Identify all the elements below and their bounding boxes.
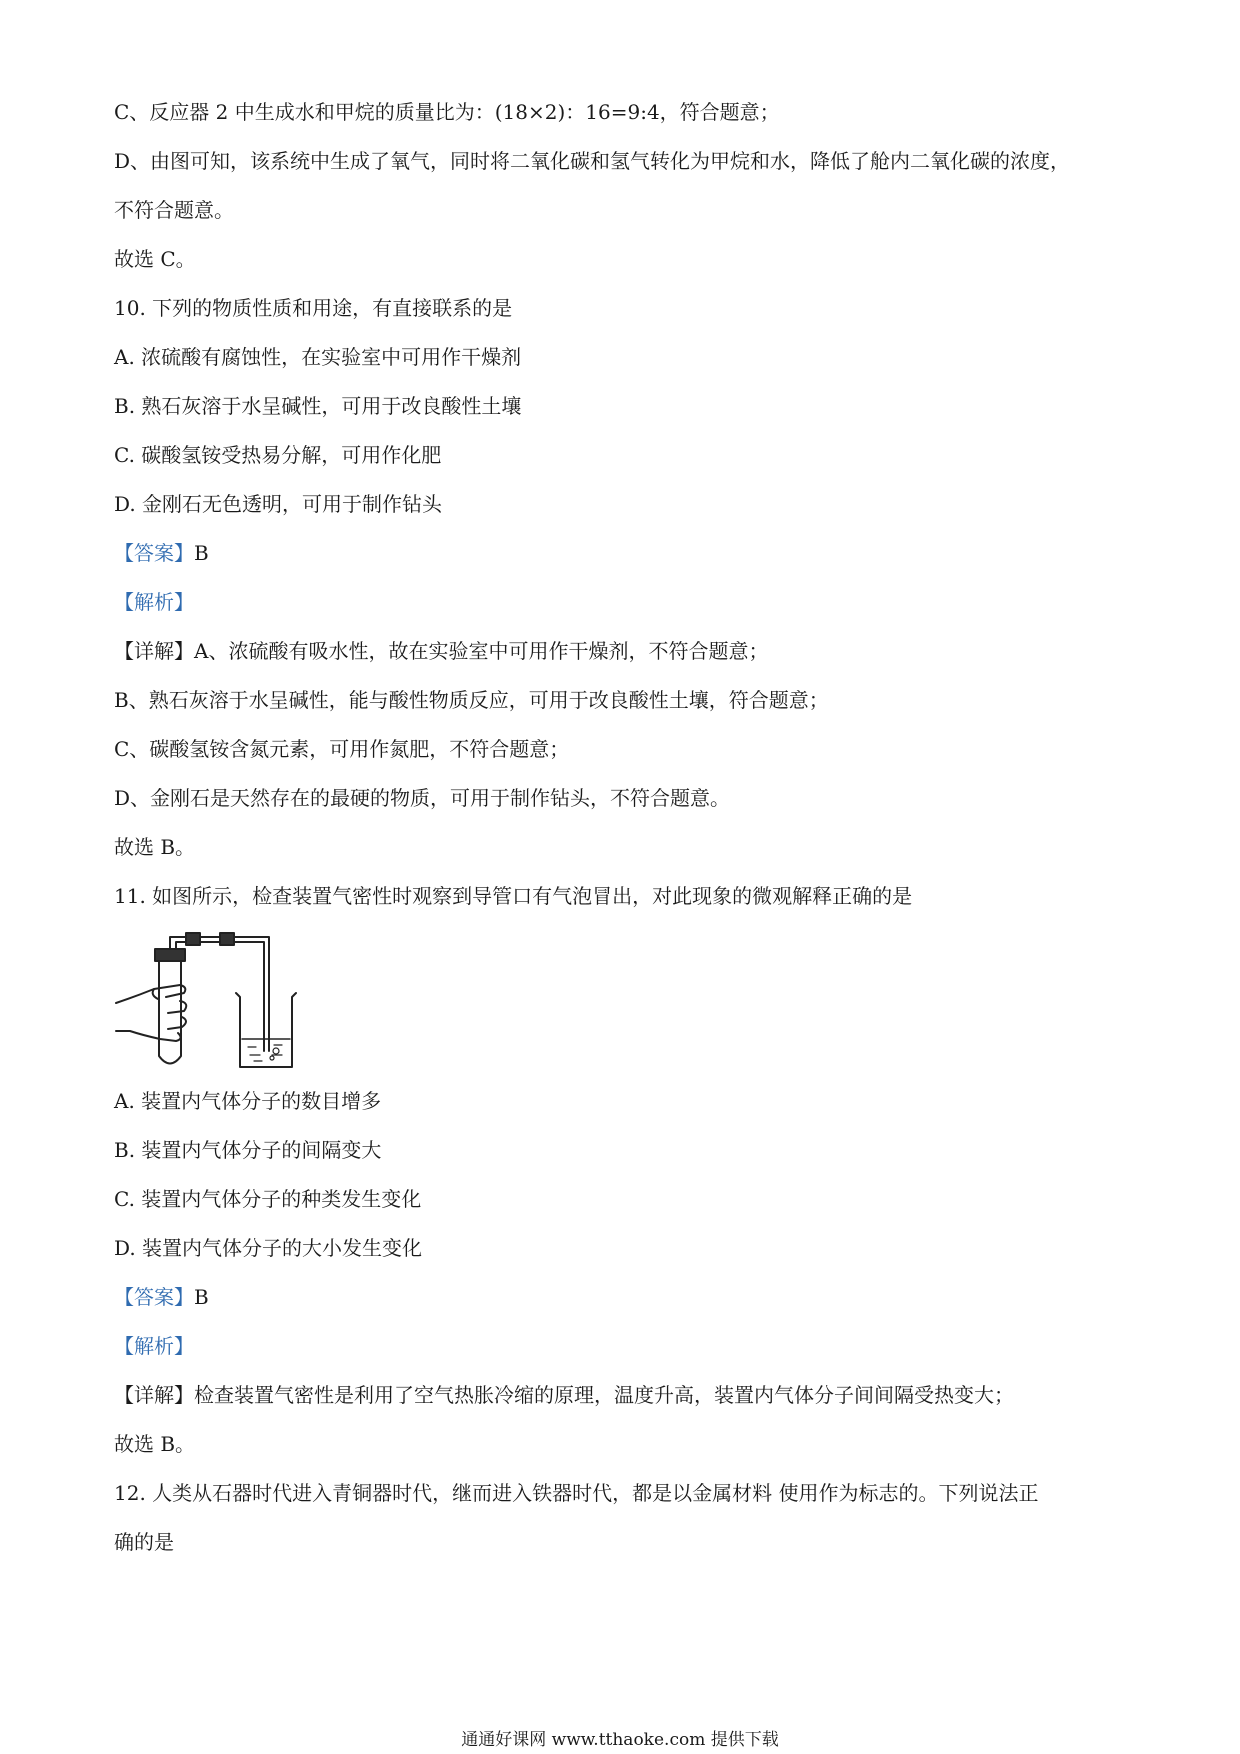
text-line: 不符合题意。: [114, 198, 234, 222]
hand: [116, 985, 186, 1041]
beaker: [236, 993, 296, 1067]
text-line: C、碳酸氢铵含氮元素，可用作氮肥，不符合题意；: [114, 737, 570, 761]
detail-tag: 【详解】: [114, 639, 194, 663]
detail-text: A、浓硫酸有吸水性，故在实验室中可用作干燥剂，不符合题意；: [194, 639, 769, 663]
question-10-option-c: C. 碳酸氢铵受热易分解，可用作化肥: [114, 443, 442, 467]
answer-tag: 【答案】: [114, 1285, 194, 1309]
page-footer: 通通好课网 www.tthaoke.com 提供下载: [461, 1730, 779, 1750]
question-10-answer: [114, 529, 1134, 578]
question-11-stem: 11. 如图所示，检查装置气密性时观察到导管口有气泡冒出，对此现象的微观解释正确的是: [114, 884, 913, 908]
question-11-detail: [114, 1371, 1134, 1420]
document-body: [114, 88, 1134, 1567]
bubble: [273, 1048, 279, 1054]
question-11-option-a: A. 装置内气体分子的数目增多: [114, 1089, 382, 1113]
analysis-tag: 【解析】: [114, 1334, 194, 1358]
detail-text: 检查装置气密性是利用了空气热胀冷缩的原理，温度升高，装置内气体分子间间隔受热变大；: [194, 1383, 1014, 1407]
question-11-analysis-heading: [114, 1322, 1134, 1371]
text-line: 故选 B。: [114, 1432, 196, 1456]
airtightness-apparatus-figure: [114, 931, 1134, 1073]
apparatus-illustration: [114, 931, 314, 1073]
question-12-stem-continued: 确的是: [114, 1530, 174, 1554]
question-11-option-b: B. 装置内气体分子的间隔变大: [114, 1138, 382, 1162]
text-line: 故选 C。: [114, 247, 196, 271]
question-11-answer: [114, 1273, 1134, 1322]
question-10-option-b: B. 熟石灰溶于水呈碱性，可用于改良酸性土壤: [114, 394, 522, 418]
question-10-analysis-heading: [114, 578, 1134, 627]
question-10-detail: [114, 627, 1134, 676]
text-line: B、熟石灰溶于水呈碱性，能与酸性物质反应，可用于改良酸性土壤，符合题意；: [114, 688, 829, 712]
text-line: D、金刚石是天然存在的最硬的物质，可用于制作钻头，不符合题意。: [114, 786, 731, 810]
answer-tag: 【答案】: [114, 541, 194, 565]
answer-value: B: [194, 541, 209, 565]
question-11-option-d: D. 装置内气体分子的大小发生变化: [114, 1236, 423, 1260]
text-line: 故选 B。: [114, 835, 196, 859]
analysis-tag: 【解析】: [114, 590, 194, 614]
question-10-option-d: D. 金刚石无色透明，可用于制作钻头: [114, 492, 443, 516]
detail-tag: 【详解】: [114, 1383, 194, 1407]
rubber-stopper: [155, 949, 185, 961]
tube-connector: [186, 933, 200, 945]
question-11-option-c: C. 装置内气体分子的种类发生变化: [114, 1187, 422, 1211]
text-line: D、由图可知，该系统中生成了氧气，同时将二氧化碳和氢气转化为甲烷和水，降低了舱内二氧化碳的浓度，: [114, 149, 1071, 173]
question-10-stem: 10. 下列的物质性质和用途，有直接联系的是: [114, 296, 513, 320]
answer-value: B: [194, 1285, 209, 1309]
text-line: C、反应器 2 中生成水和甲烷的质量比为：(18×2)：16=9:4，符合题意；: [114, 100, 780, 124]
tube-connector: [220, 933, 234, 945]
question-10-option-a: A. 浓硫酸有腐蚀性，在实验室中可用作干燥剂: [114, 345, 522, 369]
bubble: [270, 1056, 274, 1060]
question-12-stem: 12. 人类从石器时代进入青铜器时代，继而进入铁器时代，都是以金属材料 使用作为标志的。下列说法正: [114, 1481, 1039, 1505]
